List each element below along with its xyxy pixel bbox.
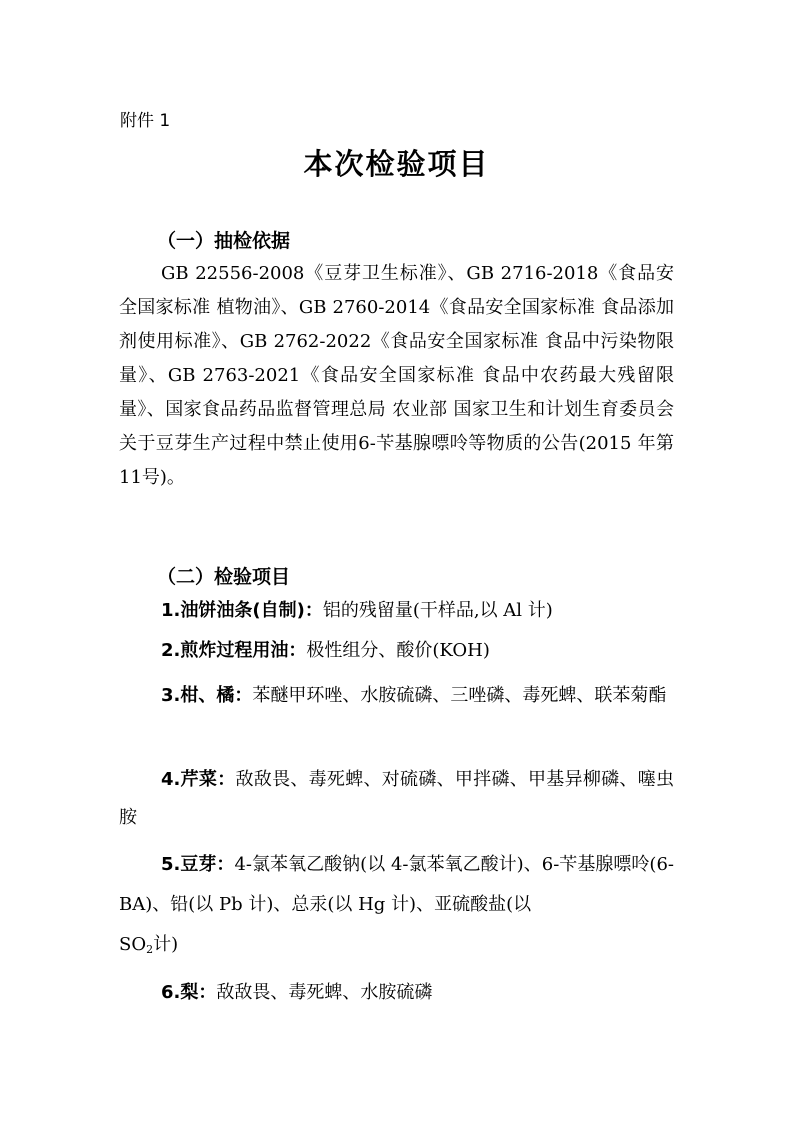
basis-text: GB 22556-2008《豆芽卫生标准》、GB 2716-2018《食品安全国家标准 植物油》、GB 2760-2014《食品安全国家标准 食品添加剂使用标准》、GB 2762-2022《食品安全国家标准 食品中污染物限量》、GB 2763-2021《食品安全国家标准 食品中农药最大残留限量》、国家食品药品监督管理总局 农业部 国家卫生和计划生育委员会关于豆芽生产过程中禁止使用6-苄基腺嘌呤等物质的公告(2015 年第 11号)。 bbox=[119, 263, 674, 488]
section-heading-items: （二）检验项目 bbox=[157, 566, 291, 588]
formula-so2: $SO_2$ bbox=[119, 934, 154, 956]
section-heading-basis: （一）抽检依据 bbox=[157, 230, 291, 252]
item-label: 2.煎炸过程用油： bbox=[161, 640, 307, 661]
item-label: 5.豆芽： bbox=[161, 854, 235, 875]
item-label: 4.芹菜： bbox=[161, 769, 236, 790]
basis-paragraph bbox=[119, 257, 674, 495]
inspection-item-2 bbox=[119, 633, 674, 669]
item-text: 极性组分、酸价(KOH) bbox=[306, 640, 490, 661]
item-label: 3.柑、橘： bbox=[161, 685, 253, 706]
item-label: 6.梨： bbox=[161, 982, 217, 1003]
item-label: 1.油饼油条(自制)： bbox=[161, 600, 323, 621]
inspection-item-3 bbox=[119, 677, 674, 715]
inspection-item-5 bbox=[119, 845, 674, 970]
inspection-item-4 bbox=[119, 761, 674, 837]
inspection-item-1 bbox=[119, 593, 674, 629]
item-text: 敌敌畏、毒死蜱、水胺硫磷 bbox=[216, 982, 433, 1003]
item-text: 敌敌畏、毒死蜱、对硫磷、甲拌磷、甲基异柳磷、噻虫胺 bbox=[119, 769, 674, 828]
item-text: 4-氯苯氧乙酸钠(以 4-氯苯氧乙酸计)、6-苄基腺嘌呤(6-BA)、铅(以 Pb 计)、总汞(以 Hg 计)、亚硫酸盐(以 bbox=[119, 854, 674, 915]
item-text-tail: 计) bbox=[153, 934, 179, 955]
item-text: 铝的残留量(干样品,以 Al 计) bbox=[322, 600, 553, 621]
page-title: 本次检验项目 bbox=[303, 147, 490, 181]
item-text: 苯醚甲环唑、水胺硫磷、三唑磷、毒死蜱、联苯菊酯 bbox=[252, 685, 667, 706]
inspection-item-6 bbox=[119, 975, 674, 1011]
attachment-label: 附件 1 bbox=[120, 111, 171, 131]
